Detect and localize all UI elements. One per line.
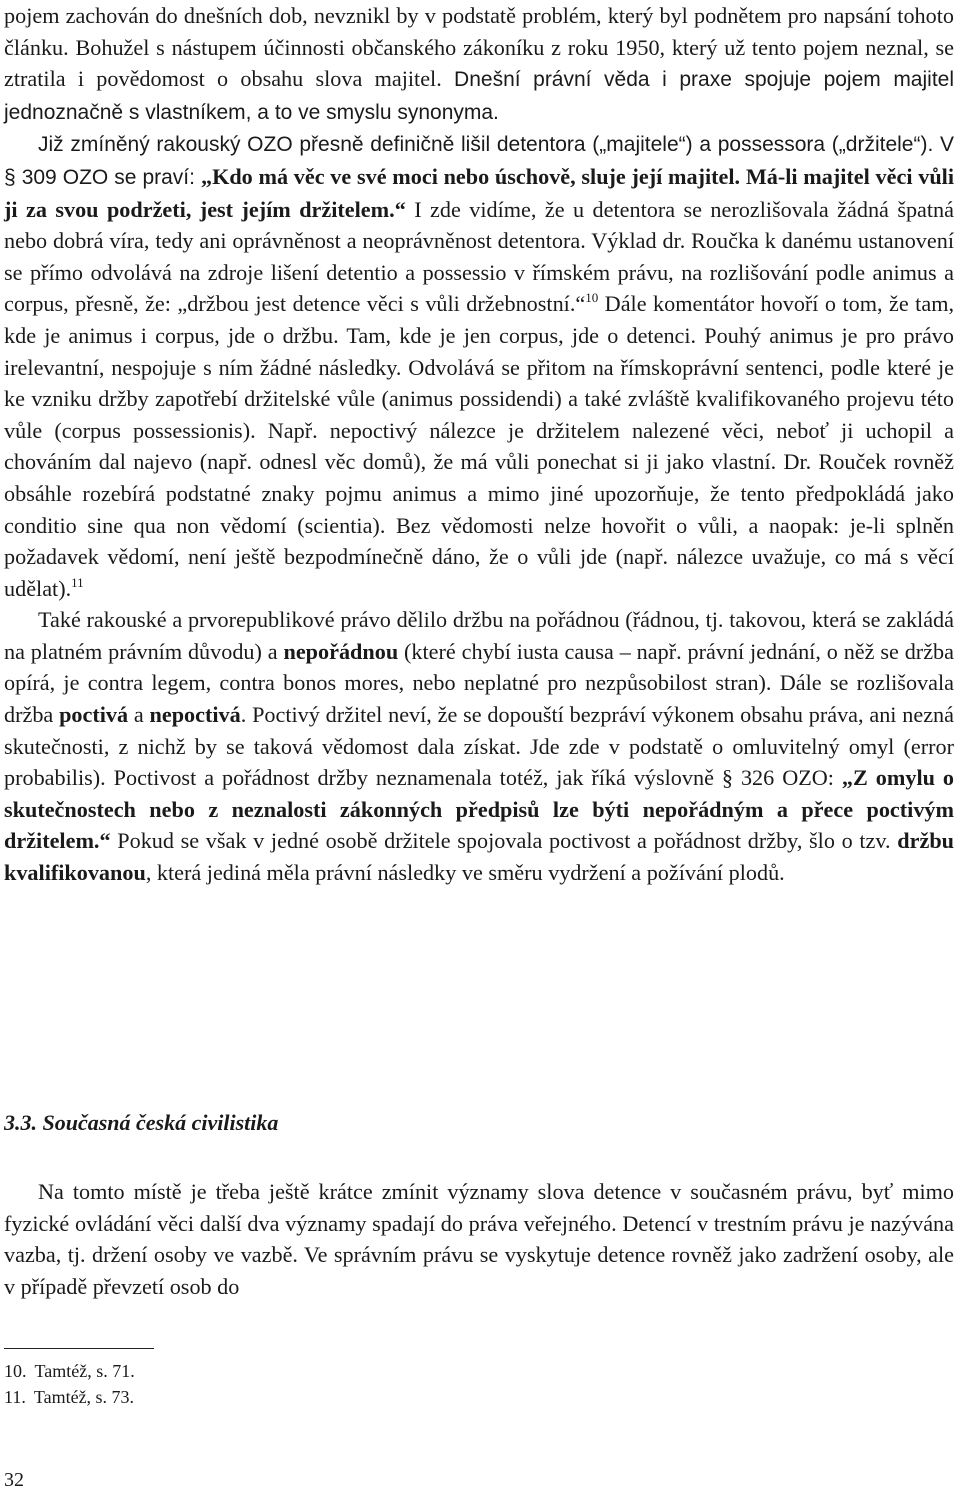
footnote-divider: [4, 1348, 154, 1349]
footnotes: [4, 1358, 143, 1410]
term-nepoctiva: nepoctivá: [149, 702, 241, 728]
paragraph-2-part-2: I zde vidíme, že u detentora se nerozlišovala žádná špatná nebo dobrá víra, tedy ani oprávněnost a neoprávněnost detentora.: [4, 196, 954, 254]
paragraph-3-part-2: (které chybí iusta causa – např. právní jednání, o něž se držba opírá, je contra legem, contra bonos mores, nebo neplatné pro nezpůsobilost stran). Dále se rozlišovala držba: [4, 638, 954, 728]
footnote-text: Tamtéž, s. 73.: [33, 1387, 135, 1407]
paragraph-2: [4, 128, 954, 604]
paragraph-3: [4, 604, 954, 888]
paragraph-2-part-4: Dále komentátor hovoří o tom, že tam, kde je animus i corpus, jde o držbu. Tam, kde je jen corpus, jde o detenci. Pouhý animus je pro právo irelevantní, nespojuje s ním žádné následky. Odvolává se přitom na římskoprávní sentenci, podle které je ke vzniku držby zapotřebí držitelské vůle (animus possidendi) a také zvláště kvalifikovaného projevu této vůle (corpus possessionis). Např. nepoctivý nálezce je držitelem nalezené věci, neboť ji uchopil a chováním dal najevo (např. odnesl věc domů), že má vůli ponechat si ji jako vlastní. Dr. Rouček rovněž obsáhle rozebírá podstatné znaky pojmu animus a mimo jiné upozorňuje, že tento předpokládá jako conditio sine qua non vědomí (scientia). Bez vědomosti nelze hovořit o vůli, a naopak: je-li splněn požadavek vědomí, není ještě bezpodmínečně dáno, že o vůli jde (např. nálezce uvažuje, co má s věcí udělat).: [4, 291, 954, 601]
footnote-ref-11: 11: [71, 574, 84, 590]
paragraph-3-part-4: . Poctivý držitel neví, že se dopouští bezpráví výkonem obsahu práva, ani nezná skutečnosti, z nichž by se taková vědomost dala získat. Jde zde v podstatě o omluvitelný omyl (error probabilis). Poctivost a pořádnost držby neznamenala totéž, jak říká výslovně § 326 OZO:: [4, 702, 954, 791]
footnote-10: [4, 1358, 143, 1384]
paragraph-4: Na tomto místě je třeba ještě krátce zmínit významy slova detence v současném právu, byť mimo fyzické ovládání věci další dva významy spadají do práva veřejného. Detencí v trestním právu je nazývána vazba, tj. držení osoby ve vazbě. Ve správním právu se vyskytuje detence rovněž jako zadržení osoby, ale v případě převzetí osob do: [4, 1179, 954, 1299]
paragraph-2-part-3: Výklad dr. Roučka k danému ustanovení se přímo odvolává na zdroje lišení detentio a possessio v římském právu, na rozlišování podle animus a corpus, přesně, že: „držbou jest detence věci s vůli držebnostní.“: [4, 228, 954, 317]
paragraph-1-part-2: Dnešní právní věda i praxe spojuje pojem majitel jednoznačně s vlastníkem, a to ve smyslu synonyma.: [4, 68, 954, 124]
paragraph-3-part-6: , která jediná měla právní následky ve směru vydržení a požívání plodů.: [145, 860, 785, 886]
section-heading: 3.3. Současná česká civilistika: [4, 1110, 279, 1135]
page-number: 32: [4, 1469, 24, 1491]
term-neporadnou: nepořádnou: [283, 638, 399, 664]
footnote-ref-10: 10: [585, 290, 599, 306]
paragraph-2-part-1: Již zmíněný rakouský OZO přesně definičně lišil detentora („majitele“) a possessora („držitele“). V § 309 OZO se praví:: [4, 133, 954, 189]
paragraph-3-part-5: Pokud se však v jedné osobě držitele spojovala poctivost a pořádnost držby, šlo o tzv.: [110, 828, 898, 854]
section-body: [4, 1176, 954, 1302]
term-poctiva: poctivá: [59, 702, 129, 728]
section-heading-wrap: [4, 1108, 278, 1138]
footnote-number: 10.: [4, 1361, 27, 1381]
quote-326-ozo: „Z omylu o skutečnostech nebo z neznalosti zákonných předpisů lze býti nepořádným a přece poctivým držitelem.“: [4, 765, 954, 854]
body-text: [4, 0, 954, 889]
paragraph-1-part-1: pojem zachován do dnešních dob, nevznikl by v podstatě problém, který byl podnětem pro napsání tohoto článku. Bohužel s nástupem účinnosti občanského zákoníku z roku 1950, který už tento pojem neznal, se ztratila i povědomost o obsahu slova majitel.: [4, 3, 954, 92]
footnote-11: [4, 1384, 143, 1410]
term-drzba-kvalifikovana: držbu kvalifikovanou: [4, 828, 954, 886]
footnote-text: Tamtéž, s. 71.: [34, 1361, 135, 1381]
footnote-number: 11.: [4, 1387, 26, 1407]
paragraph-3-part-3: a: [128, 702, 150, 728]
paragraph-1: [4, 0, 954, 128]
paragraph-3-part-1: Také rakouské a prvorepublikové právo dělilo držbu na pořádnou (řádnou, tj. takovou, která se zakládá na platném právním důvodu) a: [4, 607, 954, 664]
quote-309-ozo: „Kdo má věc ve své moci nebo úschově, sluje její majitel. Má-li majitel věci vůli ji za svou podržeti, jest jejím držitelem.“: [4, 163, 954, 222]
